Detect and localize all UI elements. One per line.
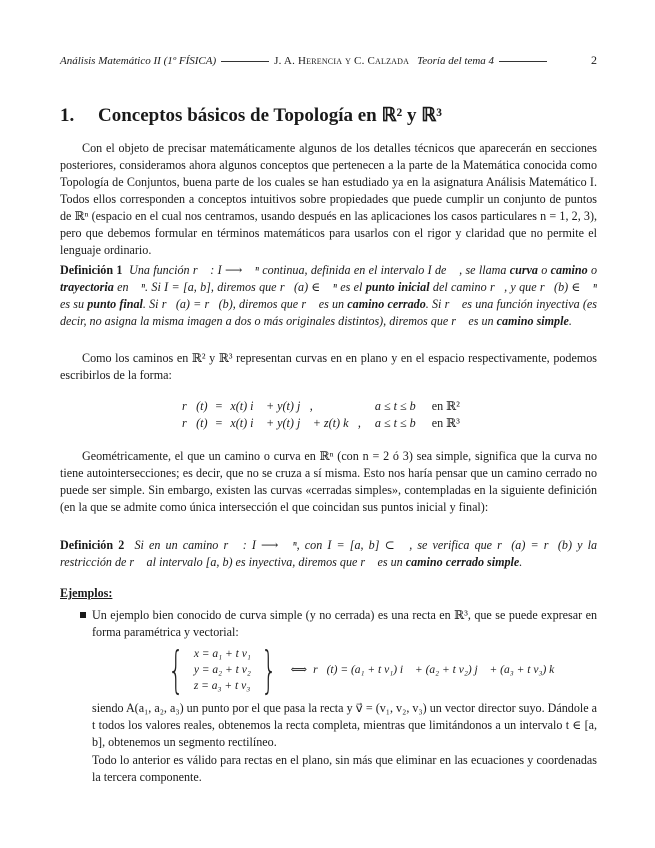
term-camino-cerrado: camino cerrado bbox=[347, 297, 426, 311]
paragraph-geometry: Geométricamente, el que un camino o curva en ℝⁿ (con n = 2 ó 3) sea simple, significa que la curva no tiene autointersecciones; es decir, que no se cruza a sí misma. Esto nos haría pensar que un camino cerrado no puede ser simple. Sin embargo, existen las curvas «cerradas simples», contempladas en la siguiente definición (en la que se admite como única intersección el que coincidan sus puntos inicial y final): bbox=[60, 449, 597, 514]
section-number: 1. bbox=[60, 105, 75, 126]
running-header bbox=[60, 53, 597, 69]
left-brace-icon: { bbox=[167, 641, 184, 699]
equivalence-arrow-icon: ⟺ bbox=[290, 664, 308, 676]
equation-row: r⃗(t) = x(t) i⃗ + y(t) j⃗, a ≤ t ≤ b en ℝ² bbox=[182, 399, 460, 413]
intro-paragraph: Con el objeto de precisar matemáticamente algunos de los detalles técnicos que aparecerán en secciones posteriores, consideramos ahora algunos conceptos que pertenecen a la parte de la Matemática conocida como Topología de Conjuntos, buena parte de los cuales se han estudiado ya en la asignatura Análisis Matemático I. Todos ellos corresponden a conceptos intuitivos sobre propiedades que puede cumplir un conjunto de puntos de ℝⁿ (espacio en el cual nos centramos, usando después en las aplicaciones los casos particulares n = 1, 2, 3), pero que debemos formular en términos matemáticos para usarlos con el rigor y claridad que no permite el lenguaje ordinario. bbox=[60, 141, 597, 257]
bullet-icon bbox=[80, 612, 86, 618]
example-explanation: siendo A(a₁, a₂, a₃) un punto por el que pasa la recta y v⃗ = (v₁, v₂, v₃) un vector director suyo. Dándole a t todos los valores reales, obtenemos la recta completa, mientras que limitándonos a un intervalo t ∈ [a, b], obtenemos un segmento rectilíneo. bbox=[92, 701, 597, 749]
parametric-equations: x = a₁ + t v₁ y = a₂ + t v₂ z = a₃ + t v₃ bbox=[193, 648, 251, 692]
term-curva: curva bbox=[509, 263, 538, 277]
vector-equation: r⃗(t) = (a₁ + t v₁) i⃗ + (a₂ + t v₂) j⃗ + (a₃ + t v₃) k⃗ bbox=[313, 664, 564, 676]
header-topic: Teoría del tema 4 bbox=[417, 55, 495, 67]
examples-heading: Ejemplos: bbox=[60, 586, 113, 600]
section-title-text: Conceptos básicos de Topología en ℝ² y ℝ³ bbox=[98, 105, 442, 126]
example-note: Todo lo anterior es válido para rectas en el plano, sin más que eliminar en las ecuaciones y coordenadas la tercera componente. bbox=[92, 753, 597, 784]
page-number: 2 bbox=[591, 53, 597, 67]
term-punto-final: punto final bbox=[87, 297, 143, 311]
right-brace-icon: } bbox=[260, 641, 277, 699]
term-camino-cerrado-simple: camino cerrado simple bbox=[405, 555, 520, 569]
equation-row: r⃗(t) = x(t) i⃗ + y(t) j⃗ + z(t) k⃗, a ≤ t ≤ b en ℝ³ bbox=[182, 416, 460, 430]
term-trayectoria: trayectoria bbox=[60, 280, 114, 294]
term-camino: camino bbox=[550, 263, 588, 277]
example-item-1: Un ejemplo bien conocido de curva simple (y no cerrada) es una recta en ℝ³, que se puede expresar en forma paramétrica y vectorial: bbox=[92, 608, 597, 639]
definition-label: Definición 1 bbox=[60, 263, 123, 277]
header-authors: J. A. Herencia y C. Calzada bbox=[274, 55, 410, 67]
term-camino-simple: camino simple bbox=[496, 314, 569, 328]
header-rule bbox=[499, 61, 547, 62]
term-punto-inicial: punto inicial bbox=[365, 280, 430, 294]
definition-label: Definición 2 bbox=[60, 538, 125, 552]
line-equation-system bbox=[160, 641, 564, 699]
header-course: Análisis Matemático II (1º FÍSICA) bbox=[60, 55, 217, 67]
curve-equations bbox=[178, 398, 464, 432]
section-title bbox=[60, 105, 442, 127]
definition-1: Definición 1 Una función r⃗ : I ⟶ ℝⁿ continua, definida en el intervalo I de ℝ, se llama curva o camino o trayectoria en ℝⁿ. Si I = [a, b], diremos que r⃗(a) ∈ ℝⁿ es el punto inicial del camino r⃗, y que r⃗(b) ∈ ℝⁿ es su punto final. Si r⃗(a) = r⃗(b), diremos que r⃗ es un camino cerrado. Si r⃗ es una función inyectiva (es decir, no asigna la misma imagen a dos o más originales distintos), diremos que r⃗ es un camino simple. bbox=[60, 263, 597, 328]
paragraph-curves: Como los caminos en ℝ² y ℝ³ representan curvas en en plano y en el espacio respectivamente, podemos escribirlos de la forma: bbox=[60, 351, 597, 382]
header-rule bbox=[221, 61, 269, 62]
definition-2: Definición 2 Si en un camino r⃗ : I ⟶ ℝⁿ, con I = [a, b] ⊂ ℝ, se verifica que r⃗(a) = r⃗(b) y la restricción de r⃗ al intervalo [a, b) es inyectiva, diremos que r⃗ es un camino cerrado simple. bbox=[60, 538, 597, 569]
